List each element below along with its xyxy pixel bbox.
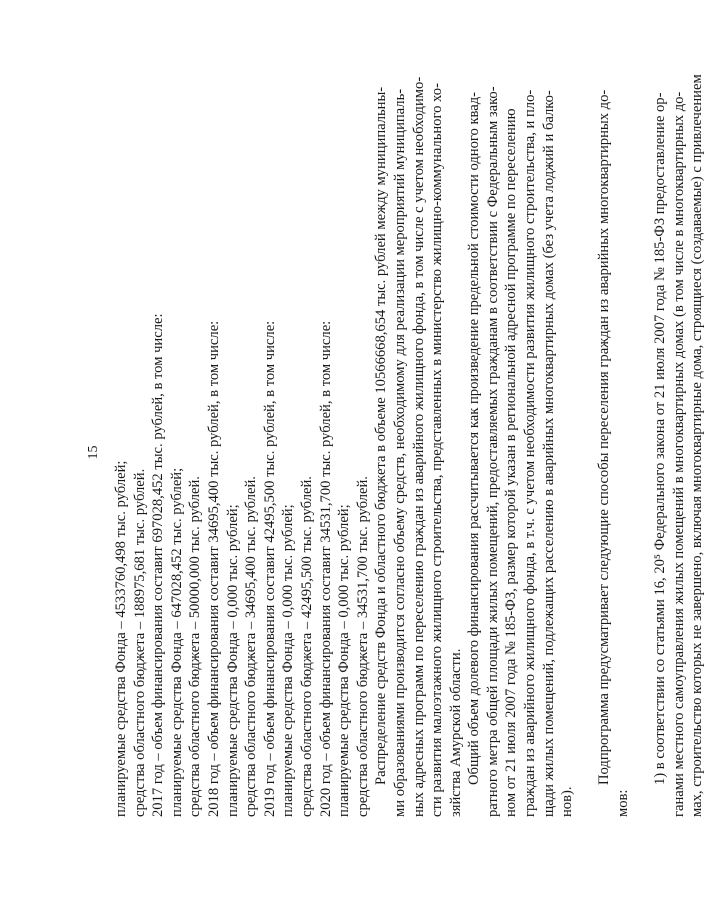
text-line: средства областного бюджета – 188975,681 тыс. рублей.: [131, 468, 148, 817]
page-number: 15: [86, 445, 101, 460]
text-line: зяйства Амурской области.: [447, 648, 464, 817]
text-line: Общий объем долевого финансирования рассчитывается как произведение предельной стоимости одного квад-: [466, 91, 483, 785]
text-line: ратного метра общей площади жилых помещений, предоставляемых гражданам в соответствии с Федеральным зако-: [484, 86, 501, 817]
text-line: средства областного бюджета – 34695,400 тыс. рублей.: [243, 476, 260, 817]
blank-line: [577, 82, 596, 817]
text-line: планируемые средства Фонда – 4533760,498 тыс. рублей;: [113, 460, 129, 817]
text-line: средства областного бюджета – 42495,500 тыс. рублей.: [298, 476, 315, 817]
text-line: Подпрограмма предусматривает следующие способы переселения граждан из аварийных многоквартирных до-: [596, 89, 613, 785]
text-line: мах, строительство которых не завершено, включая многоквартирные дома, строящиеся (создаваемые) с привлечением: [689, 74, 706, 817]
text-line: планируемые средства Фонда – 0,000 тыс. рублей;: [336, 504, 353, 817]
text-line: средства областного бюджета – 34531,700 тыс. рублей.: [354, 476, 371, 817]
text-line: ном от 21 июля 2007 года № 185-ФЗ, размер которой указан в региональной адресной программе по переселению: [503, 108, 520, 817]
text-line: планируемые средства Фонда – 0,000 тыс. рублей;: [280, 504, 297, 817]
text-line: ганами местного самоуправления жилых помещений в многоквартирных домах (в том числе в многоквартирных до-: [670, 91, 687, 817]
text-line: планируемые средства Фонда – 0,000 тыс. рублей;: [224, 504, 241, 817]
text-line: ми образованиями производится согласно объему средств, необходимому для реализации мероприятий муниципаль-: [391, 88, 408, 817]
text-line: граждан из аварийного жилищного фонда, в т.ч. с учетом необходимости развития жилищного строительства, и пло-: [522, 89, 539, 817]
text-line: сти развития малоэтажного жилищного строительства, представленных в министерство жилищно-коммунального хо-: [429, 83, 446, 817]
blank-line: [633, 82, 652, 817]
text-line: планируемые средства Фонда – 647028,452 тыс. рублей;: [168, 467, 185, 817]
text-line: 2018 год – объем финансирования составит 34695,400 тыс. рублей, в том числе:: [205, 320, 222, 817]
text-line: нов).: [559, 786, 576, 817]
text-line: 2017 год – объем финансирования составит 697028,452 тыс. рублей, в том числе:: [150, 313, 167, 817]
text-line: Распределение средств Фонда и областного бюджета в объеме 10566668,654 тыс. рублей между муниципальны-: [373, 86, 390, 785]
text-line: ных адресных программ по переселению граждан из аварийного жилищного фонда, в том числе с учетом необходимо-: [410, 76, 427, 817]
text-line: 2020 год – объем финансирования составит 34531,700 тыс. рублей, в том числе:: [317, 320, 334, 817]
text-line: щади жилых помещений, подлежащих расселению в аварийных многоквартирных домах (без учета лоджий и балко-: [540, 90, 557, 817]
text-line: мов:: [615, 789, 632, 817]
body-text: [112, 74, 707, 817]
text-line: 2019 год – объем финансирования составит 42495,500 тыс. рублей, в том числе:: [261, 320, 278, 817]
text-line: средства областного бюджета – 50000,000 тыс. рублей.: [187, 476, 204, 817]
text-line: 1) в соответствии со статьями 16, 20⁵ Федерального закона от 21 июля 2007 года № 185-ФЗ предоставление ор-: [652, 92, 669, 785]
